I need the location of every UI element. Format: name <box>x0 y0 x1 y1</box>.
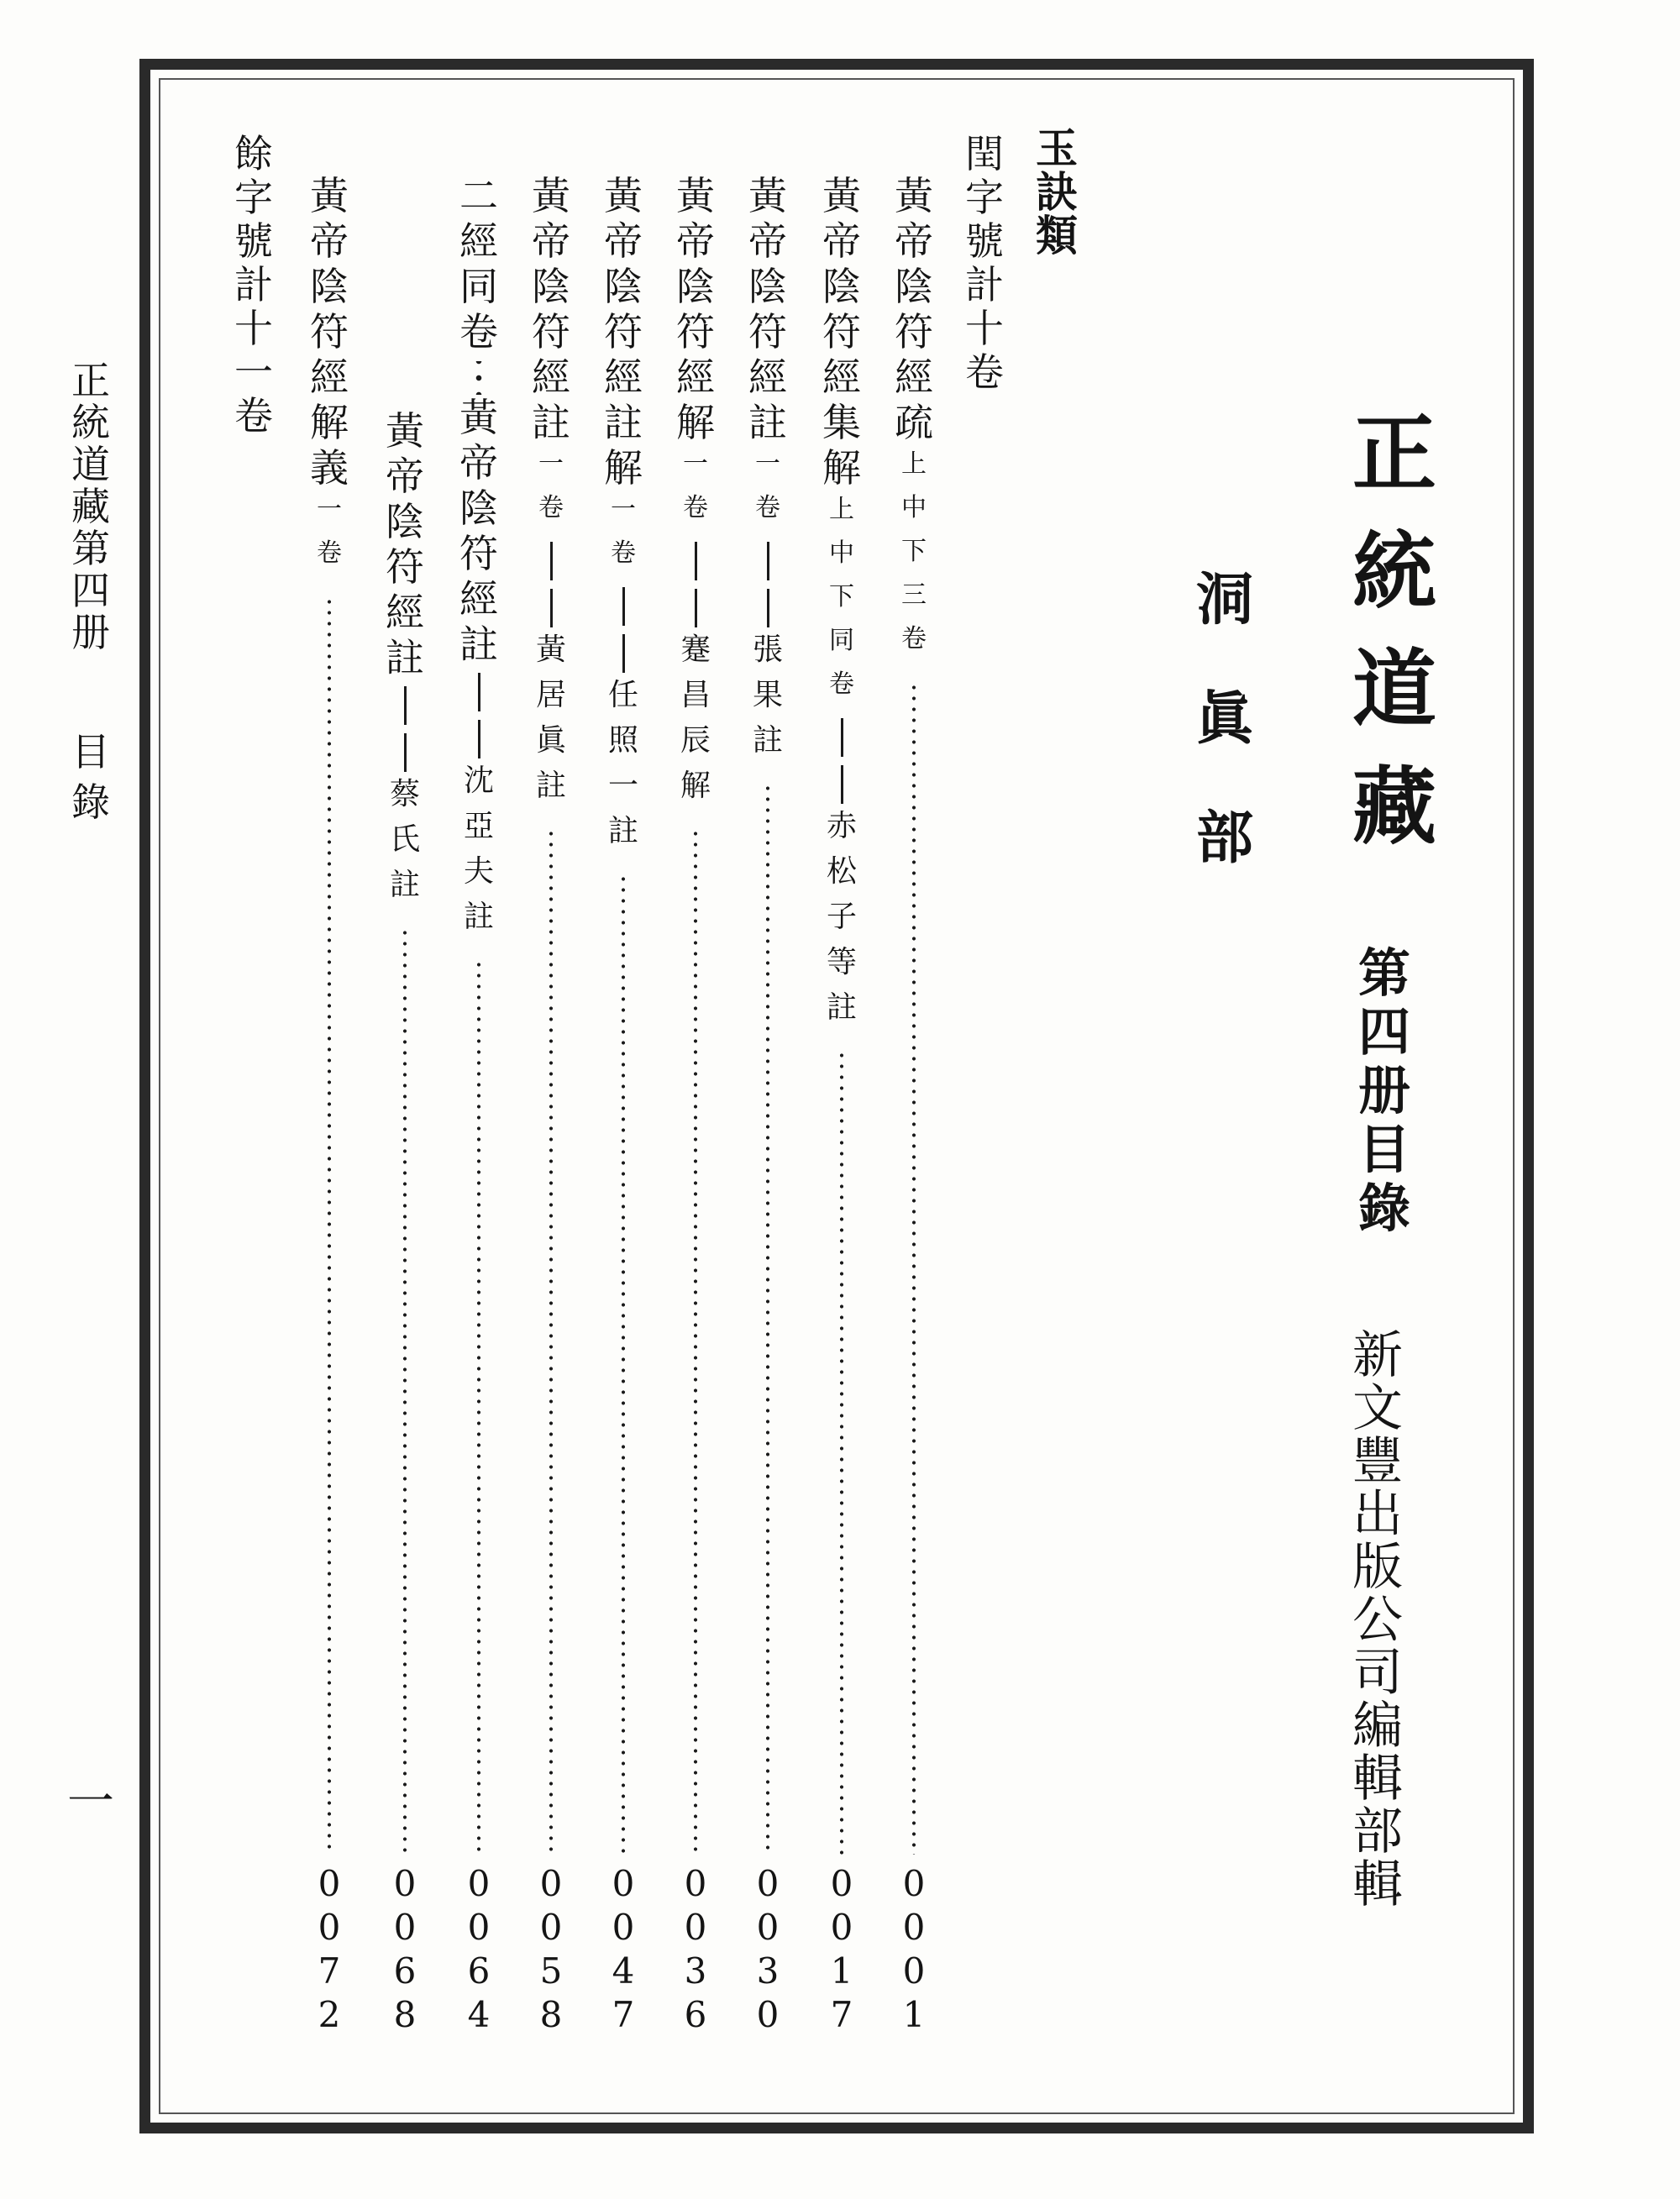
entry-title-char: 帝 <box>604 218 643 264</box>
margin-char: 第 <box>71 526 110 571</box>
dash-line <box>550 589 553 627</box>
page-digit: 0 <box>684 1907 707 1948</box>
entry-title-char: 黃 <box>310 173 349 218</box>
publisher-char: 版 <box>1352 1538 1403 1597</box>
publisher <box>1344 1326 1411 1914</box>
volume-title-char: 四 <box>1357 1001 1410 1063</box>
page-digit: 0 <box>830 1863 853 1904</box>
entry-page-number <box>467 1863 491 2041</box>
page-digit: 0 <box>902 1863 926 1904</box>
entry-volume-char: 一 <box>683 449 708 479</box>
entry-title-char: 黃 <box>459 395 498 440</box>
toc-entry-5 <box>590 173 657 2041</box>
entry-volume-char: 一 <box>538 449 564 479</box>
group-char: 計 <box>234 262 273 307</box>
entry-title-char: 陰 <box>822 264 861 309</box>
leader-dots <box>477 959 480 1855</box>
publisher-char: 文 <box>1352 1379 1403 1438</box>
page-digit: 1 <box>902 1994 926 2035</box>
page-digit: 0 <box>612 1863 635 1904</box>
margin-book-title <box>57 358 124 655</box>
entry-volume-char: 一 <box>755 449 780 479</box>
page-digit: 1 <box>830 1950 853 1992</box>
group-char: 號 <box>965 218 1004 264</box>
group-char: 卷 <box>234 393 273 438</box>
entry-title-char: 符 <box>310 309 349 354</box>
dash-line <box>404 733 407 772</box>
category-char: 類 <box>1036 211 1078 260</box>
page-digit: 0 <box>393 1907 417 1948</box>
entry-title-char: 陰 <box>310 264 349 309</box>
publisher-char: 新 <box>1352 1326 1403 1385</box>
entry-author <box>680 632 711 816</box>
entry-page-number <box>612 1863 635 2041</box>
entry-title-char: 經 <box>604 354 643 400</box>
entry-prefix-char: 二 <box>459 173 498 218</box>
entry-title-char: 黃 <box>604 173 643 218</box>
entry-author-char: 黃 <box>535 632 566 667</box>
group-char: 閏 <box>965 131 1004 176</box>
entry-title-char: 黃 <box>748 173 787 218</box>
entry-title-char: 註 <box>604 400 643 445</box>
group-char: 字 <box>965 175 1004 220</box>
title-char: 道 <box>1352 639 1436 738</box>
entry-author-char: 眞 <box>535 723 566 758</box>
entry-title-char: 符 <box>386 544 424 590</box>
entry-author <box>390 779 420 916</box>
entry-author-char: 辰 <box>680 723 711 758</box>
group-char: 字 <box>234 175 273 220</box>
entry-volume-char: 三 <box>901 580 927 610</box>
entry-title-char: 帝 <box>386 454 424 499</box>
entry-title-char: 解 <box>676 400 715 445</box>
page-number <box>57 1775 124 1829</box>
entry-author-char: 赤 <box>826 809 857 843</box>
dash-line <box>767 589 769 627</box>
entry-page-number <box>756 1863 780 2041</box>
entry-volumes <box>611 497 636 585</box>
entry-page-number <box>318 1863 341 2041</box>
entry-title-char: 解 <box>822 445 861 491</box>
page-digit: 7 <box>830 1994 853 2035</box>
toc-entry-7 <box>445 173 512 2041</box>
entry-volume-char: 一 <box>611 495 636 524</box>
entry-author-char: 註 <box>389 868 420 902</box>
entry-author-char: 註 <box>535 769 566 803</box>
group-char: 一 <box>234 349 273 395</box>
entry-prefix-char: 同 <box>459 264 498 309</box>
entry-title-char: 陰 <box>748 264 787 309</box>
entry-title-char: 帝 <box>532 218 570 264</box>
entry-author-char: 蹇 <box>680 632 711 667</box>
entry-title-char: 黃 <box>386 408 424 454</box>
entry-title-char: 註 <box>459 622 498 667</box>
entry-volume-char: 同 <box>829 626 854 655</box>
page-digit: 0 <box>393 1863 417 1904</box>
entry-volume-char: 卷 <box>829 669 854 699</box>
publisher-char: 部 <box>1352 1803 1403 1861</box>
publisher-char: 出 <box>1352 1485 1403 1544</box>
entry-author-char: 蔡 <box>389 777 420 811</box>
page-digit: 0 <box>539 1863 563 1904</box>
entry-author-char: 亞 <box>463 809 494 843</box>
margin-char: 目 <box>71 729 110 774</box>
page-digit: 7 <box>612 1994 635 2035</box>
page-number-text: 一 <box>67 1775 114 1829</box>
page-digit: 8 <box>393 1994 417 2035</box>
leader-dots <box>549 828 553 1855</box>
margin-toc-label <box>57 729 124 833</box>
entry-title-char: 帝 <box>459 440 498 485</box>
entry-title-char: 陰 <box>386 499 424 544</box>
dash-line <box>767 542 769 580</box>
entry-volume-char: 上 <box>901 449 927 479</box>
entry-author <box>827 811 857 1038</box>
entry-volume-char: 中 <box>829 538 854 568</box>
page-digit: 0 <box>756 1994 780 2035</box>
entry-title-char: 帝 <box>676 218 715 264</box>
entry-title-char: 陰 <box>459 485 498 531</box>
entry-author-char: 解 <box>680 769 711 803</box>
entry-title-char: 帝 <box>748 218 787 264</box>
leader-dots <box>840 1050 843 1855</box>
entry-title-char: 陰 <box>604 264 643 309</box>
page-digit: 0 <box>684 1863 707 1904</box>
entry-title-char: 符 <box>459 531 498 576</box>
page-digit: 5 <box>539 1950 563 1992</box>
entry-author <box>752 632 783 771</box>
entry-volume-char: 卷 <box>755 493 780 522</box>
entry-volumes <box>683 449 708 539</box>
entry-title-char: 經 <box>310 354 349 400</box>
margin-char: 正 <box>71 358 110 403</box>
entry-author-char: 昌 <box>680 678 711 712</box>
entry-title-char: 經 <box>748 354 787 400</box>
section-char: 洞 <box>1195 566 1253 633</box>
entry-author-char: 沈 <box>463 764 494 798</box>
entry-volume-char: 中 <box>901 493 927 522</box>
entry-title-char: 帝 <box>895 218 933 264</box>
margin-char: 道 <box>71 442 110 487</box>
category-char: 訣 <box>1036 167 1078 217</box>
entry-author-char: 註 <box>752 723 783 758</box>
group-char: 號 <box>234 218 273 264</box>
entry-title-char: 黃 <box>676 173 715 218</box>
entry-volumes <box>317 497 342 585</box>
group-char: 餘 <box>234 131 273 176</box>
dash-line <box>404 686 407 725</box>
section-title <box>1191 566 1258 929</box>
entry-volumes <box>538 449 564 539</box>
entry-author-char: 一 <box>607 769 638 803</box>
page-digit: 3 <box>756 1950 780 1992</box>
page-digit: 0 <box>756 1907 780 1948</box>
entry-volumes <box>755 449 780 539</box>
page-digit: 0 <box>539 1907 563 1948</box>
leader-dots <box>328 596 331 1855</box>
entry-title-char: 黃 <box>895 173 933 218</box>
page-digit: 7 <box>318 1950 341 1992</box>
page-digit: 0 <box>467 1863 491 1904</box>
entry-volume-char: 卷 <box>538 493 564 522</box>
group-run-count <box>951 131 1018 396</box>
entry-page-number <box>393 1863 417 2041</box>
entry-title-char: 符 <box>895 309 933 354</box>
entry-volume-char: 卷 <box>317 538 342 568</box>
dash-line <box>841 765 843 804</box>
entry-author-char: 居 <box>535 678 566 712</box>
entry-volume-char: 上 <box>829 495 854 524</box>
page-digit: 0 <box>612 1907 635 1948</box>
toc-entry-2 <box>808 173 875 2041</box>
entry-author-char: 照 <box>607 723 638 758</box>
page-digit: 0 <box>318 1863 341 1904</box>
entry-page-number <box>830 1863 853 2041</box>
entry-volume-char: 卷 <box>683 493 708 522</box>
leader-dots <box>694 828 697 1855</box>
dash-line <box>622 587 625 626</box>
title-char: 藏 <box>1352 757 1436 856</box>
entry-title-char: 經 <box>822 354 861 400</box>
entry-author-char: 子 <box>826 900 857 934</box>
volume-title-char: 目 <box>1357 1119 1410 1180</box>
entry-author-char: 松 <box>826 854 857 889</box>
page-digit: 4 <box>612 1950 635 1992</box>
publisher-char: 輯 <box>1352 1750 1403 1808</box>
volume-title-char: 錄 <box>1357 1178 1410 1239</box>
group-char: 十 <box>965 306 1004 351</box>
entry-author-char: 張 <box>752 632 783 667</box>
publisher-char: 公 <box>1352 1591 1403 1650</box>
entry-volume-char: 卷 <box>901 624 927 653</box>
page-digit: 0 <box>902 1950 926 1992</box>
entry-title-char: 符 <box>676 309 715 354</box>
entry-title-char: 帝 <box>822 218 861 264</box>
publisher-char: 編 <box>1352 1697 1403 1756</box>
toc-entry-4 <box>662 173 729 2041</box>
dash-line <box>478 673 480 711</box>
volume-title-char: 第 <box>1357 942 1410 1004</box>
entry-title-char: 義 <box>310 445 349 491</box>
publisher-char: 豐 <box>1352 1432 1403 1491</box>
colon-mark <box>475 361 482 395</box>
entry-volume-char: 卷 <box>611 538 636 568</box>
entry-title-char: 符 <box>532 309 570 354</box>
entry-volumes <box>829 497 854 716</box>
margin-char: 四 <box>71 568 110 613</box>
group-char: 十 <box>234 306 273 351</box>
margin-char: 錄 <box>71 779 110 825</box>
leader-dots <box>766 783 769 1855</box>
page-digit: 0 <box>902 1907 926 1948</box>
entry-page-number <box>684 1863 707 2041</box>
entry-author-char: 註 <box>826 990 857 1025</box>
dash-line <box>550 542 553 580</box>
entry-title-char: 陰 <box>532 264 570 309</box>
page-digit: 6 <box>393 1950 417 1992</box>
entry-author-char: 任 <box>607 678 638 712</box>
entry-volume-char: 下 <box>901 537 927 566</box>
entry-title-char: 黃 <box>532 173 570 218</box>
entry-author-char: 等 <box>826 945 857 979</box>
volume-title-char: 册 <box>1357 1060 1410 1121</box>
entry-title-char: 註 <box>386 635 424 680</box>
entry-title-char: 符 <box>748 309 787 354</box>
entry-volume-char: 下 <box>829 582 854 611</box>
entry-page-number <box>902 1863 926 2041</box>
toc-entry-3 <box>734 173 801 2041</box>
toc-entry-6 <box>517 173 585 2041</box>
entry-title-char: 解 <box>604 445 643 491</box>
page-digit: 6 <box>684 1994 707 2035</box>
entry-prefix-char: 卷 <box>459 309 498 354</box>
entry-volume-char: 一 <box>317 495 342 524</box>
category-char: 玉 <box>1036 123 1078 173</box>
entry-title-char: 經 <box>895 354 933 400</box>
margin-char: 册 <box>71 610 110 655</box>
entry-author <box>608 680 638 862</box>
page-digit: 0 <box>830 1907 853 1948</box>
entry-title-char: 經 <box>532 354 570 400</box>
page-digit: 8 <box>539 1994 563 2035</box>
publisher-char: 司 <box>1352 1644 1403 1703</box>
leader-dots <box>622 874 625 1855</box>
dash-line <box>695 589 697 627</box>
entry-author <box>464 766 494 947</box>
entry-author <box>535 632 566 816</box>
entry-volumes <box>901 449 927 670</box>
leader-dots <box>912 682 916 1855</box>
dash-line <box>695 542 697 580</box>
entry-title-char: 經 <box>676 354 715 400</box>
entry-title-char: 集 <box>822 400 861 445</box>
entry-author-char: 夫 <box>463 854 494 889</box>
margin-char: 統 <box>71 400 110 445</box>
group-yu-count <box>220 131 287 440</box>
entry-author-char: 註 <box>607 814 638 848</box>
toc-entry-8 <box>371 408 438 2041</box>
toc-entry-9 <box>296 173 363 2041</box>
title-char: 正 <box>1352 404 1436 503</box>
section-char: 眞 <box>1195 685 1253 753</box>
page-digit: 0 <box>318 1907 341 1948</box>
category-heading <box>1023 123 1090 260</box>
entry-title-char: 陰 <box>895 264 933 309</box>
entry-page-number <box>539 1863 563 2041</box>
margin-char: 藏 <box>71 484 110 529</box>
page-digit: 0 <box>467 1907 491 1948</box>
entry-title-char: 陰 <box>676 264 715 309</box>
toc-entry-1 <box>880 173 948 2041</box>
page-digit: 0 <box>756 1863 780 1904</box>
title-char: 統 <box>1352 522 1436 621</box>
dash-line <box>841 718 843 757</box>
entry-title-char: 註 <box>532 400 570 445</box>
entry-title-char: 帝 <box>310 218 349 264</box>
page-digit: 2 <box>318 1994 341 2035</box>
page-digit: 4 <box>467 1994 491 2035</box>
entry-title-char: 黃 <box>822 173 861 218</box>
entry-title-char: 疏 <box>895 400 933 445</box>
entry-title-char: 經 <box>386 590 424 635</box>
section-char: 部 <box>1195 805 1253 872</box>
entry-author-char: 果 <box>752 678 783 712</box>
entry-title-char: 符 <box>604 309 643 354</box>
dash-line <box>622 634 625 673</box>
entry-title-char: 解 <box>310 400 349 445</box>
volume-title <box>1351 942 1418 1241</box>
entry-author-char: 氏 <box>389 822 420 857</box>
group-char: 計 <box>965 262 1004 307</box>
publisher-char: 輯 <box>1352 1855 1403 1914</box>
page-digit: 6 <box>467 1950 491 1992</box>
page-digit: 3 <box>684 1950 707 1992</box>
entry-title-char: 經 <box>459 576 498 622</box>
dash-line <box>478 720 480 758</box>
leader-dots <box>403 927 407 1855</box>
entry-title-char: 註 <box>748 400 787 445</box>
group-char: 卷 <box>965 349 1004 395</box>
entry-author-char: 註 <box>463 900 494 934</box>
entry-prefix-char: 經 <box>459 218 498 264</box>
main-title <box>1352 404 1436 882</box>
entry-title-char: 符 <box>822 309 861 354</box>
